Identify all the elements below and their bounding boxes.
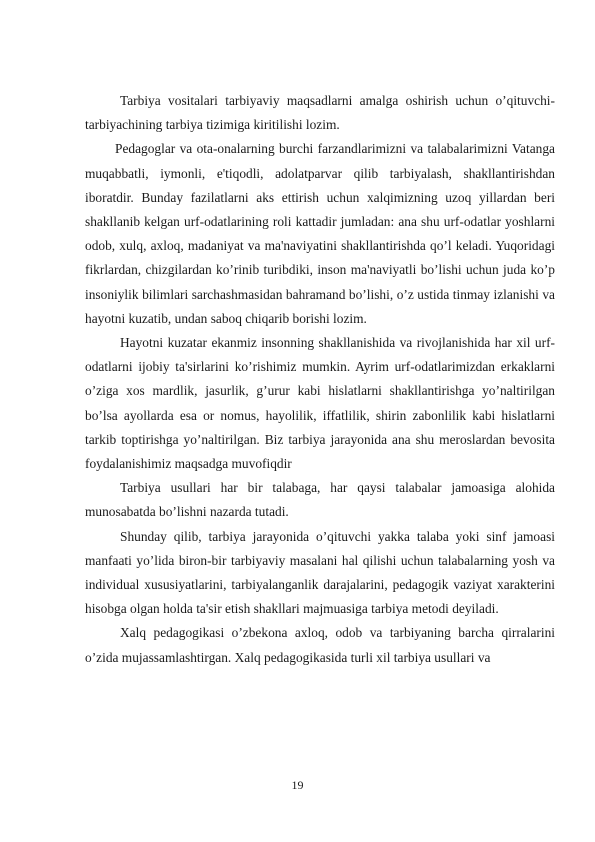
paragraph-2: Pedagoglar va ota-onalarning burchi farzandlarimizni va talabalarimizni Vatanga muqabbatli, iymonli, e'tiqodli, adolatparvar qilib tarbiyalash, shakllantirishdan iboratdir. Bunday fazilatlarni aks ettirish uchun xalqimizning uzoq yillardan beri shakllanib kelgan urf-odatlarining roli kattadir jumladan: ana shu urf-odatlar yoshlarni odob, xulq, axloq, madaniyat va ma'naviyatini shakllantirishda qo’l keladi. Yuqoridagi fikrlardan, chizgilardan ko’rinib turibdiki, inson ma'naviyatli bo’lishi uchun juda ko’p insoniylik bilimlari sarchashmasidan bahramand bo’lishi, o’z ustida tinmay izlanishi va hayotni kuzatib, undan saboq chiqarib borishi lozim. (85, 141, 555, 326)
paragraph-6: Xalq pedagogikasi o’zbekona axloq, odob va tarbiyaning barcha qirralarini o’zida mujassamlashtirgan. Xalq pedagogikasida turli xil tarbiya usullari va (85, 625, 555, 665)
paragraph-4: Tarbiya usullari har bir talabaga, har qaysi talabalar jamoasiga alohida munosabatda bo’lishni nazarda tutadi. (85, 480, 555, 520)
paragraph-1: Tarbiya vositalari tarbiyaviy maqsadlarni amalga oshirish uchun o’qituvchi-tarbiyachining tarbiya tizimiga kiritilishi lozim. (85, 93, 555, 133)
page-number: 19 (291, 778, 304, 792)
paragraph-5: Shunday qilib, tarbiya jarayonida o’qituvchi yakka talaba yoki sinf jamoasi manfaati yo’lida biron-bir tarbiyaviy masalani hal qilishi uchun talabalarning yosh va individual xususiyatlarini, tarbiyalanganlik darajalarini, pedagogik vaziyat xarakterini hisobga olgan holda ta'sir etish shakllari majmuasiga tarbiya metodi deyiladi. (85, 528, 555, 617)
body-text (85, 89, 555, 670)
paragraph-3: Hayotni kuzatar ekanmiz insonning shakllanishida va rivojlanishida har xil urf-odatlarni ijobiy ta'sirlarini ko’rishimiz mumkin. Ayrim urf-odatlarimizdan erkaklarni o’ziga xos mardlik, jasurlik, g’urur kabi hislatlarni shakllantirishga yo’naltirilgan bo’lsa ayollarda esa or nomus, hayolilik, iffatlilik, shirin zabonlilik kabi hislatlarni tarkib toptirishga yo’naltirilgan. Biz tarbiya jarayonida ana shu meroslardan bevosita foydalanishimiz maqsadga muvofiqdir (85, 335, 555, 472)
